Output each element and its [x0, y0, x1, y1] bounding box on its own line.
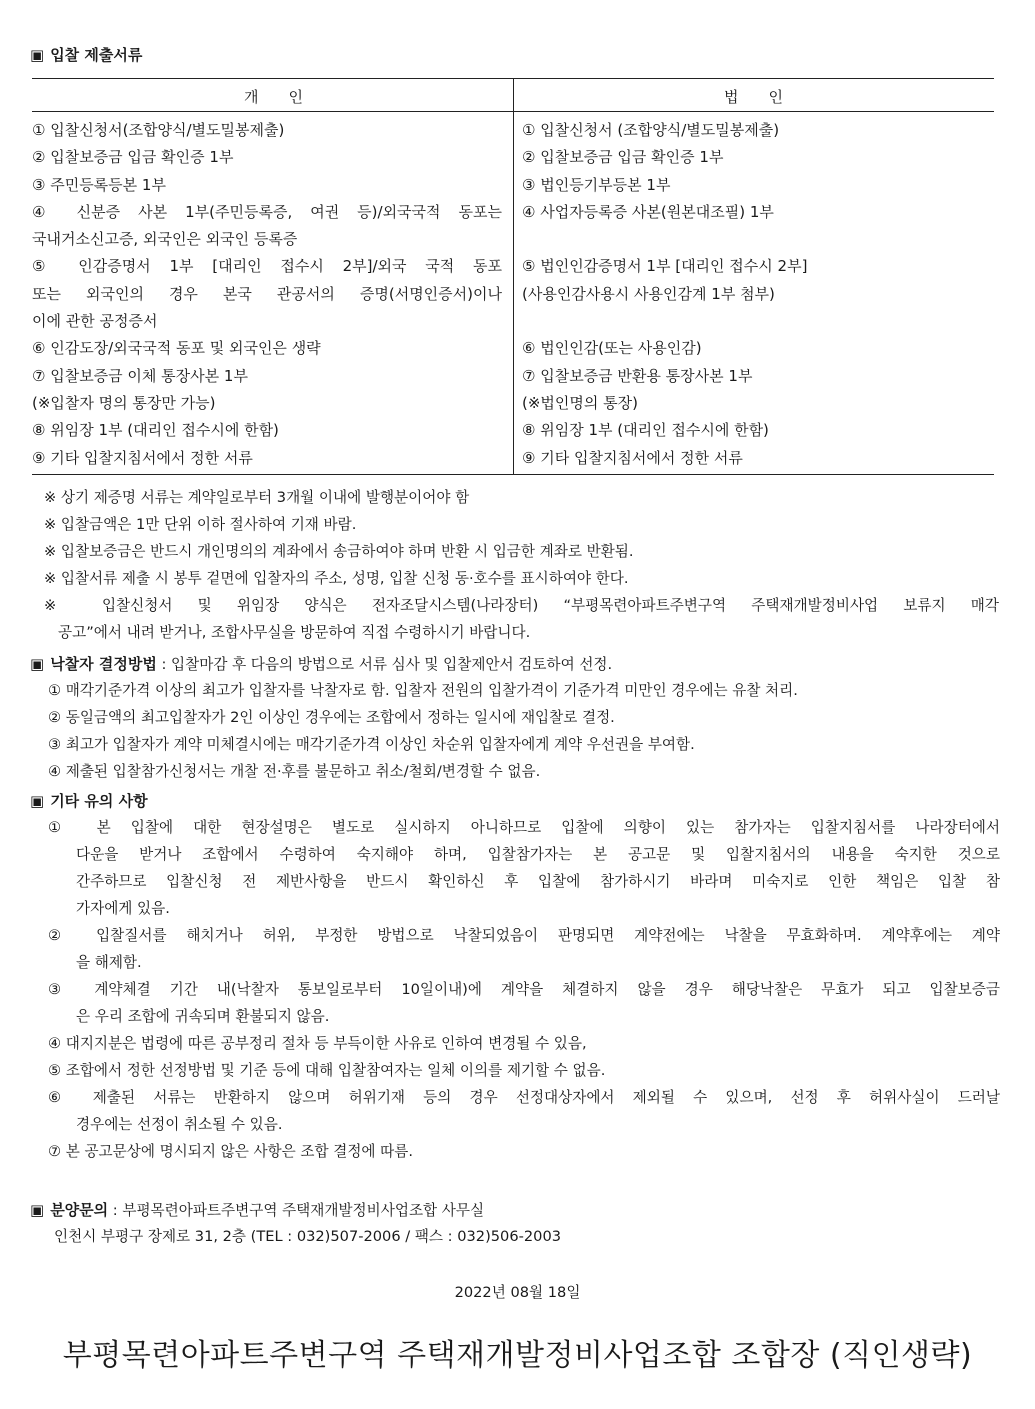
list-item-continuation: 간주하므로 입찰신청 전 제반사항을 반드시 확인하신 후 입찰에 참가하시기 바라며 미숙지로 인한 책임은 입찰 참 [76, 873, 1000, 890]
list-item: ① 입찰신청서(조합양식/별도밀봉제출) [32, 121, 285, 139]
list-item: ④ 대지지분은 법령에 따른 공부정리 절차 등 부득이한 사유로 인하여 변경될 수 있음, [48, 1035, 587, 1052]
section-title: 낙찰자 결정방법 [50, 655, 157, 673]
list-item: ② 동일금액의 최고입찰자가 2인 이상인 경우에는 조합에서 정하는 일시에 재입찰로 결정. [48, 709, 615, 726]
list-item: (※법인명의 통장) [522, 393, 638, 412]
list-item: ⑥ 제출된 서류는 반환하지 않으며 허위기재 등의 경우 선정대상자에서 제외될 수 있으며, 선정 후 허위사실이 드러날 [48, 1089, 1000, 1106]
list-item: ⑤ 인감증명서 1부 [대리인 접수시 2부]/외국 국적 동포 [32, 257, 502, 276]
list-item: ② 입찰보증금 입금 확인증 1부 [522, 148, 724, 167]
column-divider [513, 79, 514, 474]
list-item: ⑤ 법인인감증명서 1부 [대리인 접수시 2부] [522, 257, 808, 276]
list-item [522, 308, 992, 335]
list-item: ⑧ 위임장 1부 (대리인 접수시에 한함) [522, 421, 769, 440]
section-heading-inquiry [30, 1199, 484, 1220]
list-item: (※입찰자 명의 통장만 가능) [32, 393, 216, 412]
section-heading-documents [30, 44, 142, 65]
note-item: ※ 입찰신청서 및 위임장 양식은 전자조달시스템(나라장터) “부평목련아파트주변구역 주택재개발정비사업 보류지 매각 [44, 597, 999, 614]
list-item-continuation: 경우에는 선정이 취소될 수 있음. [76, 1116, 283, 1133]
list-item: ① 입찰신청서 (조합양식/별도밀봉제출) [522, 121, 780, 139]
list-item: ⑤ 조합에서 정한 선정방법 및 기준 등에 대해 입찰참여자는 일체 이의를 제기할 수 없음. [48, 1062, 606, 1079]
list-item: ① 매각기준가격 이상의 최고가 입찰자를 낙찰자로 함. 입찰자 전원의 입찰가격이 기준가격 미만인 경우에는 유찰 처리. [48, 682, 798, 699]
list-item: ⑥ 법인인감(또는 사용인감) [522, 339, 702, 358]
note-item: ※ 상기 제증명 서류는 계약일로부터 3개월 이내에 발행분이어야 함 [44, 489, 470, 506]
section-description: : 입찰마감 후 다음의 방법으로 서류 심사 및 입찰제안서 검토하여 선정. [156, 656, 613, 673]
notes-list [44, 484, 999, 646]
square-bullet-icon: ▣ [30, 1201, 45, 1219]
list-item: ② 입찰질서를 해치거나 허위, 부정한 방법으로 낙찰되었음이 판명되면 계약전에는 낙찰을 무효화하며. 계약후에는 계약 [48, 927, 1000, 944]
square-bullet-icon: ▣ [30, 46, 45, 64]
corporation-documents-column [522, 117, 992, 472]
notices-list [48, 814, 1000, 1165]
list-item: (사용인감사용시 사용인감계 1부 첨부) [522, 284, 775, 303]
list-item-continuation: 은 우리 조합에 귀속되며 환불되지 않음. [76, 1008, 330, 1025]
section-title: 입찰 제출서류 [50, 46, 143, 64]
announcement-date: 2022년 08월 18일 [454, 1284, 581, 1301]
list-item: 또는 외국인의 경우 본국 관공서의 증명(서명인증서)이나 [32, 284, 502, 303]
list-item: ⑦ 본 공고문상에 명시되지 않은 사항은 조합 결정에 따름. [48, 1143, 413, 1160]
list-item: ① 본 입찰에 대한 현장설명은 별도로 실시하지 아니하므로 입찰에 의향이 있는 참가자는 입찰지침서를 나라장터에서 [48, 819, 1000, 836]
list-item: ② 입찰보증금 입금 확인증 1부 [32, 148, 234, 167]
section-title: 기타 유의 사항 [50, 792, 148, 810]
list-item: ③ 최고가 입찰자가 계약 미체결시에는 매각기준가격 이상인 차순위 입찰자에게 계약 우선권을 부여함. [48, 736, 695, 753]
list-item: ⑥ 인감도장/외국국적 동포 및 외국인은 생략 [32, 339, 321, 358]
section-heading-winner-method [30, 653, 612, 674]
list-item-continuation: 다운을 받거나 조합에서 수령하여 숙지해야 하며, 입찰참가자는 본 공고문 및 입찰지침서의 내용을 숙지한 것으로 [76, 846, 1000, 863]
list-item: ③ 계약체결 기간 내(낙찰자 통보일로부터 10일이내)에 계약을 체결하지 않을 경우 해당낙찰은 무효가 되고 입찰보증금 [48, 981, 1000, 998]
list-item: ⑦ 입찰보증금 반환용 통장사본 1부 [522, 366, 753, 385]
list-item-continuation: 을 해제함. [76, 954, 142, 971]
header-corporation: 법 인 [724, 88, 783, 106]
square-bullet-icon: ▣ [30, 655, 45, 673]
list-item: 국내거소신고증, 외국인은 외국인 등록증 [32, 230, 298, 249]
list-item: ⑨ 기타 입찰지침서에서 정한 서류 [32, 448, 253, 467]
list-item: ⑨ 기타 입찰지침서에서 정한 서류 [522, 448, 743, 467]
square-bullet-icon: ▣ [30, 792, 45, 810]
note-item: ※ 입찰서류 제출 시 봉투 겉면에 입찰자의 주소, 성명, 입찰 신청 동·호수를 표시하여야 한다. [44, 570, 629, 587]
section-title: 분양문의 [50, 1201, 109, 1219]
list-item: ④ 신분증 사본 1부(주민등록증, 여권 등)/외국국적 동포는 [32, 202, 502, 221]
header-individual: 개 인 [244, 88, 303, 106]
list-item: ⑦ 입찰보증금 이체 통장사본 1부 [32, 366, 248, 385]
contact-address [54, 1223, 561, 1250]
list-item: ④ 제출된 입찰참가신청서는 개찰 전·후를 불문하고 취소/철회/변경할 수 없음. [48, 763, 541, 780]
list-item: ③ 주민등록등본 1부 [32, 175, 166, 194]
section-description: : 부평목련아파트주변구역 주택재개발정비사업조합 사무실 [108, 1202, 485, 1219]
note-item: 공고”에서 내려 받거나, 조합사무실을 방문하여 직접 수령하시기 바랍니다. [58, 624, 531, 641]
winner-method-list [48, 677, 998, 785]
list-item: ⑧ 위임장 1부 (대리인 접수시에 한함) [32, 421, 279, 440]
note-item: ※ 입찰금액은 1만 단위 이하 절사하여 기재 바람. [44, 516, 357, 533]
list-item: 이에 관한 공정증서 [32, 312, 158, 331]
list-item: ③ 법인등기부등본 1부 [522, 175, 671, 194]
list-item [522, 226, 992, 253]
individual-documents-column [32, 117, 502, 472]
address-text: 인천시 부평구 장제로 31, 2층 (TEL : 032)507-2006 / 팩스 : 032)506-2003 [54, 1228, 562, 1245]
section-heading-notices [30, 790, 148, 811]
note-item: ※ 입찰보증금은 반드시 개인명의의 계좌에서 송금하여야 하며 반환 시 입금한 계좌로 반환됨. [44, 543, 634, 560]
list-item-continuation: 가자에게 있음. [76, 900, 170, 917]
issuer-signature: 부평목련아파트주변구역 주택재개발정비사업조합 조합장 (직인생략) [62, 1338, 973, 1373]
required-documents-table [32, 78, 994, 475]
list-item: ④ 사업자등록증 사본(원본대조필) 1부 [522, 202, 774, 221]
